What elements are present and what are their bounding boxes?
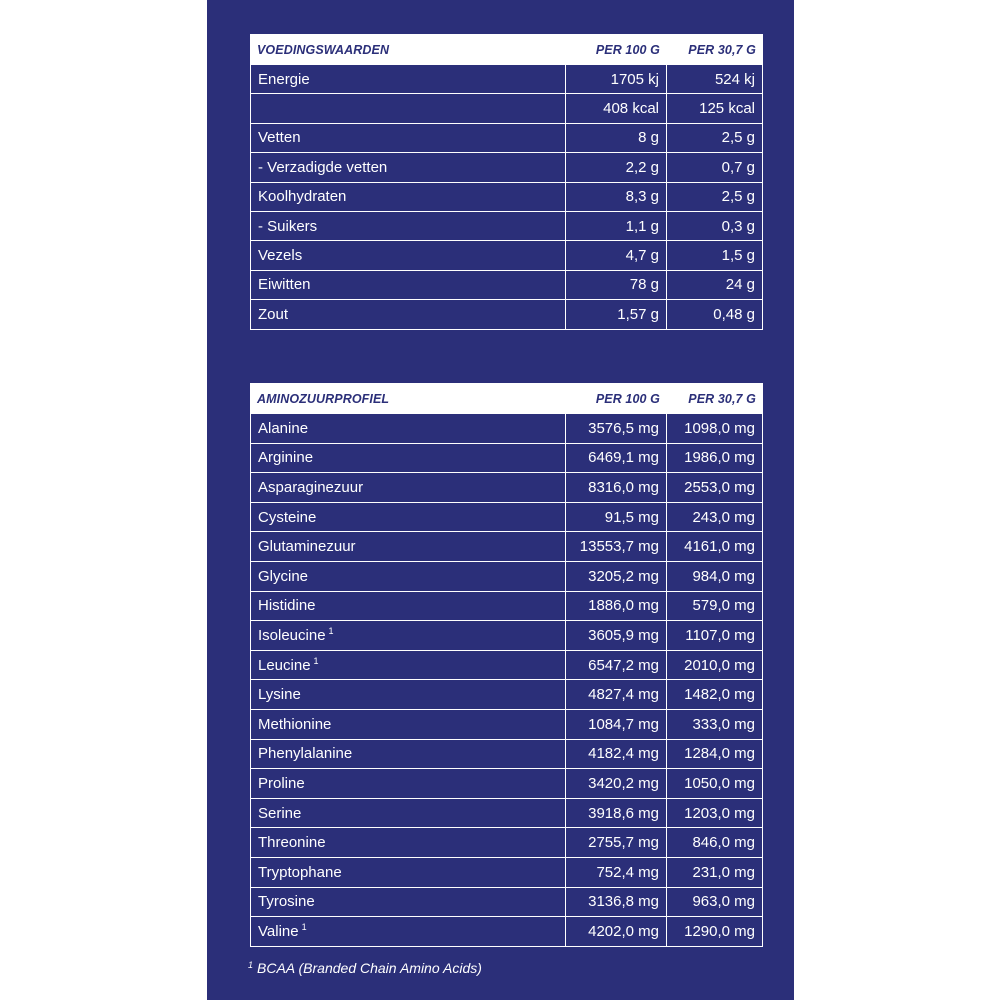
bcaa-footnote — [248, 960, 482, 976]
amino-per-100g: 752,4 mg — [566, 857, 667, 887]
amino-per-serving: 333,0 mg — [667, 709, 763, 739]
nutrient-per-serving: 524 kj — [667, 65, 763, 94]
amino-per-serving: 1986,0 mg — [667, 443, 763, 473]
amino-acid-label: Histidine — [258, 597, 316, 615]
amino-acid-name — [251, 828, 566, 858]
table-row — [251, 65, 763, 94]
table-row — [251, 211, 763, 240]
footnote-text: BCAA (Branded Chain Amino Acids) — [257, 960, 482, 976]
table-row — [251, 182, 763, 211]
amino-rows — [251, 414, 763, 947]
amino-per-100g: 2755,7 mg — [566, 828, 667, 858]
nutrient-name: - Verzadigde vetten — [251, 153, 566, 182]
amino-per-serving: 963,0 mg — [667, 887, 763, 917]
nutrient-name: Zout — [251, 300, 566, 329]
table-row — [251, 561, 763, 591]
table-row — [251, 917, 763, 947]
table-header-row — [251, 384, 763, 414]
nutrient-per-serving: 0,7 g — [667, 153, 763, 182]
table-row — [251, 857, 763, 887]
nutrient-per-serving: 0,3 g — [667, 211, 763, 240]
amino-per-100g: 1084,7 mg — [566, 709, 667, 739]
amino-acid-name — [251, 414, 566, 444]
amino-acid-label: Tyrosine — [258, 893, 315, 911]
amino-per-serving: 1284,0 mg — [667, 739, 763, 769]
nutrient-per-serving: 1,5 g — [667, 241, 763, 270]
table-row — [251, 621, 763, 651]
amino-per-serving: 243,0 mg — [667, 502, 763, 532]
amino-per-100g: 4182,4 mg — [566, 739, 667, 769]
amino-acid-label: Glutaminezuur — [258, 538, 356, 556]
nutrient-per-serving: 24 g — [667, 270, 763, 299]
nutrition-facts-table — [250, 34, 763, 330]
table-row — [251, 739, 763, 769]
table-row — [251, 473, 763, 503]
nutrient-name: Koolhydraten — [251, 182, 566, 211]
nutrient-name: Eiwitten — [251, 270, 566, 299]
amino-per-100g: 6547,2 mg — [566, 650, 667, 680]
nutrient-per-100g: 4,7 g — [566, 241, 667, 270]
nutrient-per-100g: 1705 kj — [566, 65, 667, 94]
amino-acid-name — [251, 443, 566, 473]
nutrient-per-100g: 2,2 g — [566, 153, 667, 182]
amino-acid-label: Arginine — [258, 449, 314, 467]
nutrient-name: - Suikers — [251, 211, 566, 240]
table-row — [251, 241, 763, 270]
amino-per-100g: 3136,8 mg — [566, 887, 667, 917]
nutrient-per-serving: 125 kcal — [667, 94, 763, 123]
table-row — [251, 300, 763, 329]
table-row — [251, 680, 763, 710]
amino-per-100g: 1886,0 mg — [566, 591, 667, 621]
nutrient-per-serving: 0,48 g — [667, 300, 763, 329]
nutrient-name: Vezels — [251, 241, 566, 270]
footnote-marker: 1 — [328, 625, 334, 636]
amino-acid-label: Isoleucine — [258, 626, 326, 644]
amino-per-serving: 4161,0 mg — [667, 532, 763, 562]
amino-acid-label: Lysine — [258, 686, 301, 704]
amino-per-serving: 1050,0 mg — [667, 769, 763, 799]
nutrition-header-name: VOEDINGSWAARDEN — [251, 35, 566, 65]
amino-acid-name — [251, 857, 566, 887]
amino-acid-label: Threonine — [258, 834, 326, 852]
table-row — [251, 123, 763, 152]
amino-per-100g: 3576,5 mg — [566, 414, 667, 444]
amino-header-name: AMINOZUURPROFIEL — [251, 384, 566, 414]
table-row — [251, 769, 763, 799]
amino-per-100g: 3605,9 mg — [566, 621, 667, 651]
amino-per-serving: 1098,0 mg — [667, 414, 763, 444]
table-row — [251, 591, 763, 621]
amino-per-serving: 1107,0 mg — [667, 621, 763, 651]
amino-per-100g: 4827,4 mg — [566, 680, 667, 710]
amino-acid-label: Tryptophane — [258, 863, 342, 881]
nutrition-rows — [251, 65, 763, 330]
nutrient-per-100g: 8,3 g — [566, 182, 667, 211]
amino-per-serving: 1482,0 mg — [667, 680, 763, 710]
amino-acid-name — [251, 650, 566, 680]
amino-acid-label: Serine — [258, 804, 302, 822]
amino-acid-name — [251, 709, 566, 739]
amino-per-100g: 4202,0 mg — [566, 917, 667, 947]
table-row — [251, 502, 763, 532]
amino-acid-name — [251, 532, 566, 562]
table-row — [251, 887, 763, 917]
amino-acid-name — [251, 561, 566, 591]
amino-acid-name — [251, 591, 566, 621]
amino-per-100g: 3205,2 mg — [566, 561, 667, 591]
amino-acid-name — [251, 680, 566, 710]
nutrient-per-100g: 8 g — [566, 123, 667, 152]
amino-acid-label: Alanine — [258, 419, 309, 437]
amino-header-per-serving: PER 30,7 G — [667, 384, 763, 414]
footnote-marker: 1 — [301, 921, 307, 932]
nutrient-per-100g: 1,57 g — [566, 300, 667, 329]
amino-per-100g: 6469,1 mg — [566, 443, 667, 473]
table-row — [251, 828, 763, 858]
nutrient-per-100g: 408 kcal — [566, 94, 667, 123]
footnote-marker: 1 — [313, 655, 319, 666]
amino-per-serving: 231,0 mg — [667, 857, 763, 887]
table-row — [251, 153, 763, 182]
amino-acid-name — [251, 473, 566, 503]
amino-acid-name — [251, 739, 566, 769]
amino-acid-label: Leucine — [258, 656, 311, 674]
amino-acid-name — [251, 769, 566, 799]
amino-per-serving: 1203,0 mg — [667, 798, 763, 828]
amino-acid-label: Methionine — [258, 715, 332, 733]
amino-acid-name — [251, 621, 566, 651]
nutrient-per-serving: 2,5 g — [667, 182, 763, 211]
amino-per-100g: 3918,6 mg — [566, 798, 667, 828]
table-row — [251, 650, 763, 680]
amino-acid-name — [251, 887, 566, 917]
amino-acid-name — [251, 917, 566, 947]
amino-per-serving: 2010,0 mg — [667, 650, 763, 680]
amino-acid-name — [251, 798, 566, 828]
nutrient-per-serving: 2,5 g — [667, 123, 763, 152]
amino-acid-label: Valine — [258, 922, 299, 940]
table-row — [251, 270, 763, 299]
amino-acid-label: Asparaginezuur — [258, 478, 364, 496]
amino-acid-label: Phenylalanine — [258, 745, 353, 763]
table-row — [251, 414, 763, 444]
table-row — [251, 798, 763, 828]
nutrition-header-per-100g: PER 100 G — [566, 35, 667, 65]
nutrient-name: Vetten — [251, 123, 566, 152]
amino-per-100g: 8316,0 mg — [566, 473, 667, 503]
amino-per-serving: 579,0 mg — [667, 591, 763, 621]
nutrient-per-100g: 78 g — [566, 270, 667, 299]
table-header-row — [251, 35, 763, 65]
amino-per-100g: 3420,2 mg — [566, 769, 667, 799]
amino-header-per-100g: PER 100 G — [566, 384, 667, 414]
amino-per-serving: 846,0 mg — [667, 828, 763, 858]
amino-acid-profile-table — [250, 383, 763, 947]
amino-acid-label: Cysteine — [258, 508, 317, 526]
amino-per-serving: 2553,0 mg — [667, 473, 763, 503]
table-row — [251, 94, 763, 123]
nutrient-name — [251, 94, 566, 123]
nutrition-header-per-serving: PER 30,7 G — [667, 35, 763, 65]
amino-per-serving: 1290,0 mg — [667, 917, 763, 947]
nutrient-per-100g: 1,1 g — [566, 211, 667, 240]
table-row — [251, 532, 763, 562]
amino-acid-label: Glycine — [258, 567, 309, 585]
table-row — [251, 709, 763, 739]
amino-acid-name — [251, 502, 566, 532]
nutrient-name: Energie — [251, 65, 566, 94]
footnote-marker: 1 — [248, 960, 254, 970]
amino-acid-label: Proline — [258, 774, 305, 792]
amino-per-serving: 984,0 mg — [667, 561, 763, 591]
amino-per-100g: 91,5 mg — [566, 502, 667, 532]
amino-per-100g: 13553,7 mg — [566, 532, 667, 562]
table-row — [251, 443, 763, 473]
